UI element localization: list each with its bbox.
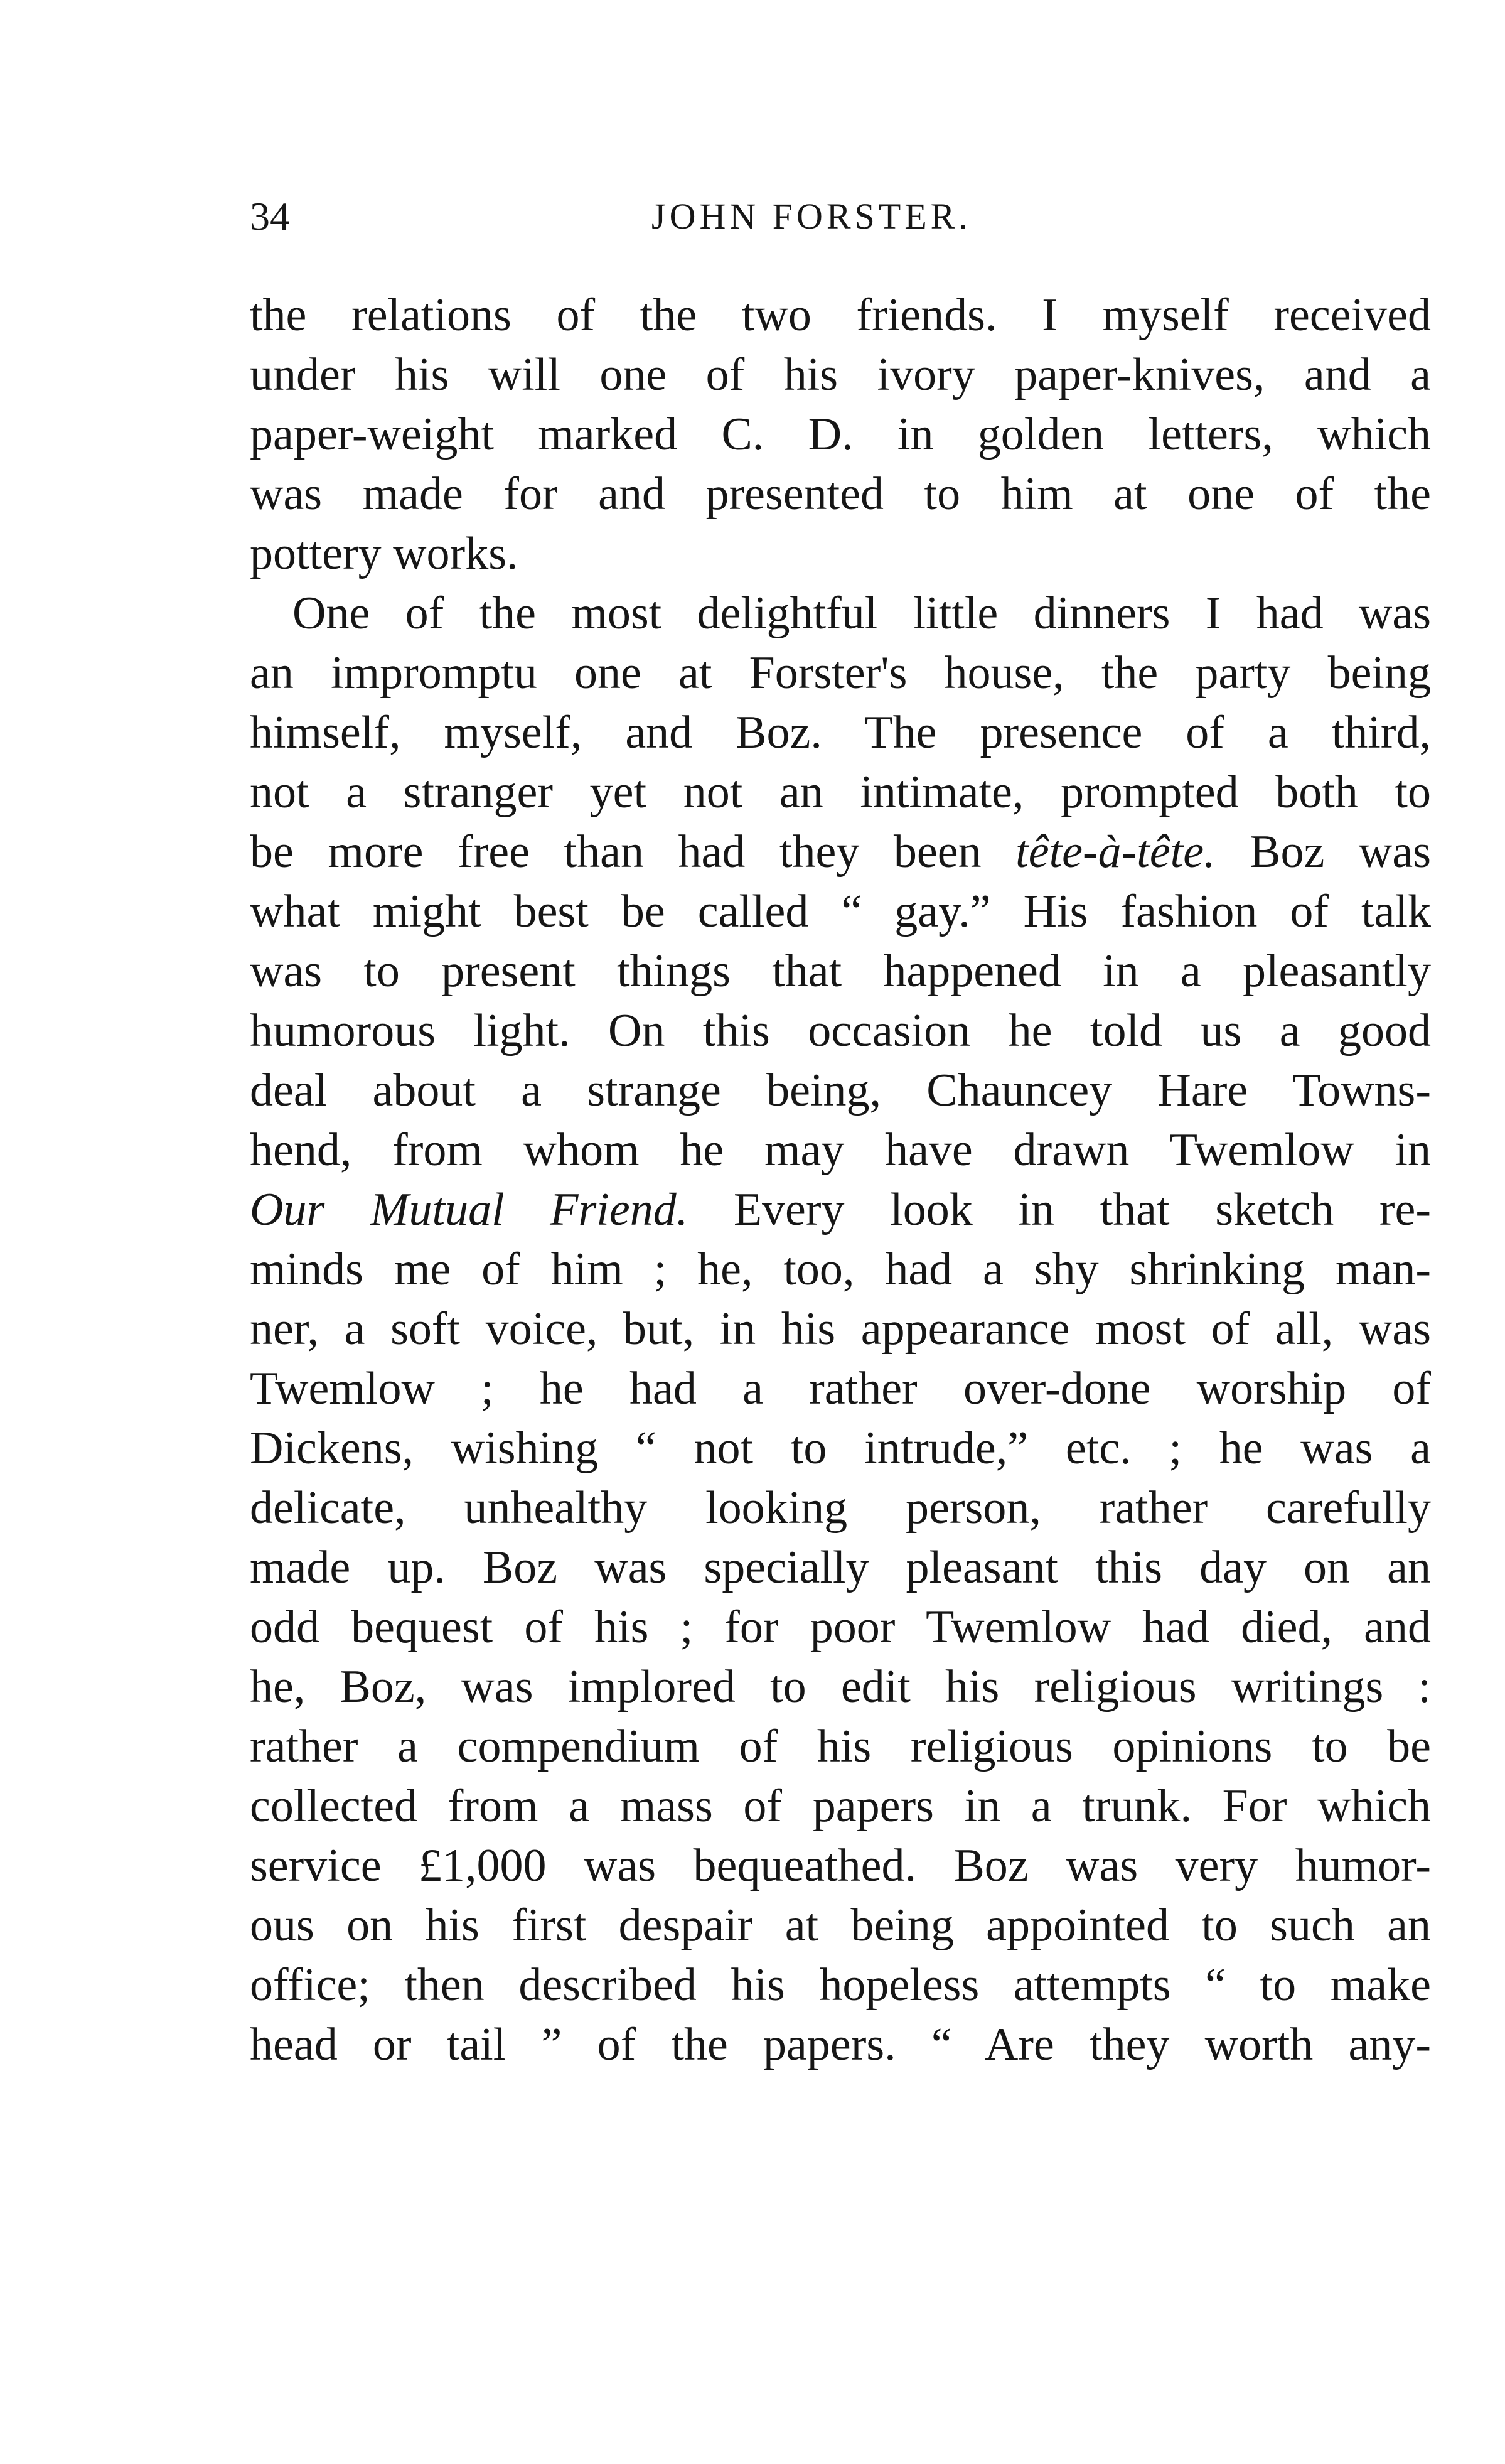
text-line (250, 703, 1431, 763)
text-segment: delicate, unhealthy looking person, rather carefully (250, 1482, 1431, 1534)
text-line (250, 1478, 1431, 1538)
text-segment: service £1,000 was bequeathed. Boz was very humor- (250, 1840, 1431, 1891)
text-line (250, 763, 1431, 822)
text-segment: what might best be called “ gay.” His fashion of talk (250, 886, 1431, 937)
text-segment: himself, myself, and Boz. The presence of a third, (250, 707, 1431, 758)
page-number: 34 (250, 194, 290, 239)
text-line (250, 1419, 1431, 1478)
body-text (250, 286, 1431, 2075)
text-line (250, 1001, 1431, 1061)
text-segment: an impromptu one at Forster's house, the party being (250, 647, 1431, 699)
italic-title: Our Mutual Friend. (250, 1184, 688, 1235)
text-line (250, 1538, 1431, 1598)
text-segment: he, Boz, was implored to edit his religious writings : (250, 1661, 1431, 1713)
text-segment: Boz was (1215, 826, 1431, 878)
text-segment: One of the most delightful little dinners I had was (292, 588, 1431, 639)
text-line (250, 1896, 1431, 1956)
text-line (250, 1657, 1431, 1717)
text-line (250, 1836, 1431, 1896)
text-line (250, 1299, 1431, 1359)
text-line (250, 643, 1431, 703)
text-segment: paper-weight marked C. D. in golden letters, which (250, 409, 1431, 460)
text-line (250, 1121, 1431, 1180)
text-line (250, 1777, 1431, 1836)
text-line (250, 1180, 1431, 1240)
text-line (250, 942, 1431, 1001)
text-segment: Twemlow ; he had a rather over-done worship of (250, 1363, 1431, 1414)
text-segment: collected from a mass of papers in a trunk. For which (250, 1780, 1431, 1832)
text-line (250, 1359, 1431, 1419)
text-line (250, 882, 1431, 942)
text-segment: Dickens, wishing “ not to intrude,” etc. ; he was a (250, 1423, 1431, 1474)
text-segment: was made for and presented to him at one of the (250, 468, 1431, 520)
text-segment: Every look in that sketch re- (688, 1184, 1431, 1235)
text-segment: deal about a strange being, Chauncey Hare Towns- (250, 1065, 1431, 1116)
text-segment: made up. Boz was specially pleasant this day on an (250, 1542, 1431, 1593)
text-line (250, 1717, 1431, 1777)
paragraph-start-line (250, 584, 1431, 643)
text-segment: minds me of him ; he, too, had a shy shrinking man- (250, 1244, 1431, 1295)
text-line (250, 465, 1431, 524)
paragraph-end-line (250, 524, 1431, 584)
text-line (250, 1240, 1431, 1299)
text-segment: odd bequest of his ; for poor Twemlow had died, and (250, 1601, 1431, 1653)
text-segment: be more free than had they been (250, 826, 1016, 878)
text-segment: ner, a soft voice, but, in his appearance most of all, was (250, 1303, 1431, 1355)
text-segment: office; then described his hopeless attempts “ to make (250, 1959, 1431, 2011)
text-segment: rather a compendium of his religious opinions to be (250, 1721, 1431, 1772)
text-line (250, 2015, 1431, 2075)
running-head (250, 188, 1431, 245)
italic-phrase: tête-à-tête. (1015, 826, 1216, 878)
text-line (250, 345, 1431, 405)
running-title: JOHN FORSTER. (651, 196, 972, 237)
text-line (250, 405, 1431, 465)
text-segment: pottery works. (250, 528, 518, 579)
text-segment: under his will one of his ivory paper-knives, and a (250, 349, 1431, 401)
text-segment: head or tail ” of the papers. “ Are they worth any- (250, 2019, 1431, 2070)
text-segment: was to present things that happened in a pleasantly (250, 945, 1431, 997)
text-line (250, 1598, 1431, 1657)
text-segment: humorous light. On this occasion he told us a good (250, 1005, 1431, 1057)
text-segment: hend, from whom he may have drawn Twemlow in (250, 1124, 1431, 1176)
text-line (250, 1061, 1431, 1121)
text-line (250, 286, 1431, 345)
text-segment: ous on his first despair at being appointed to such an (250, 1900, 1431, 1951)
text-segment: the relations of the two friends. I myself received (250, 289, 1431, 341)
text-line (250, 822, 1431, 882)
text-segment: not a stranger yet not an intimate, prompted both to (250, 767, 1431, 818)
text-line (250, 1956, 1431, 2015)
